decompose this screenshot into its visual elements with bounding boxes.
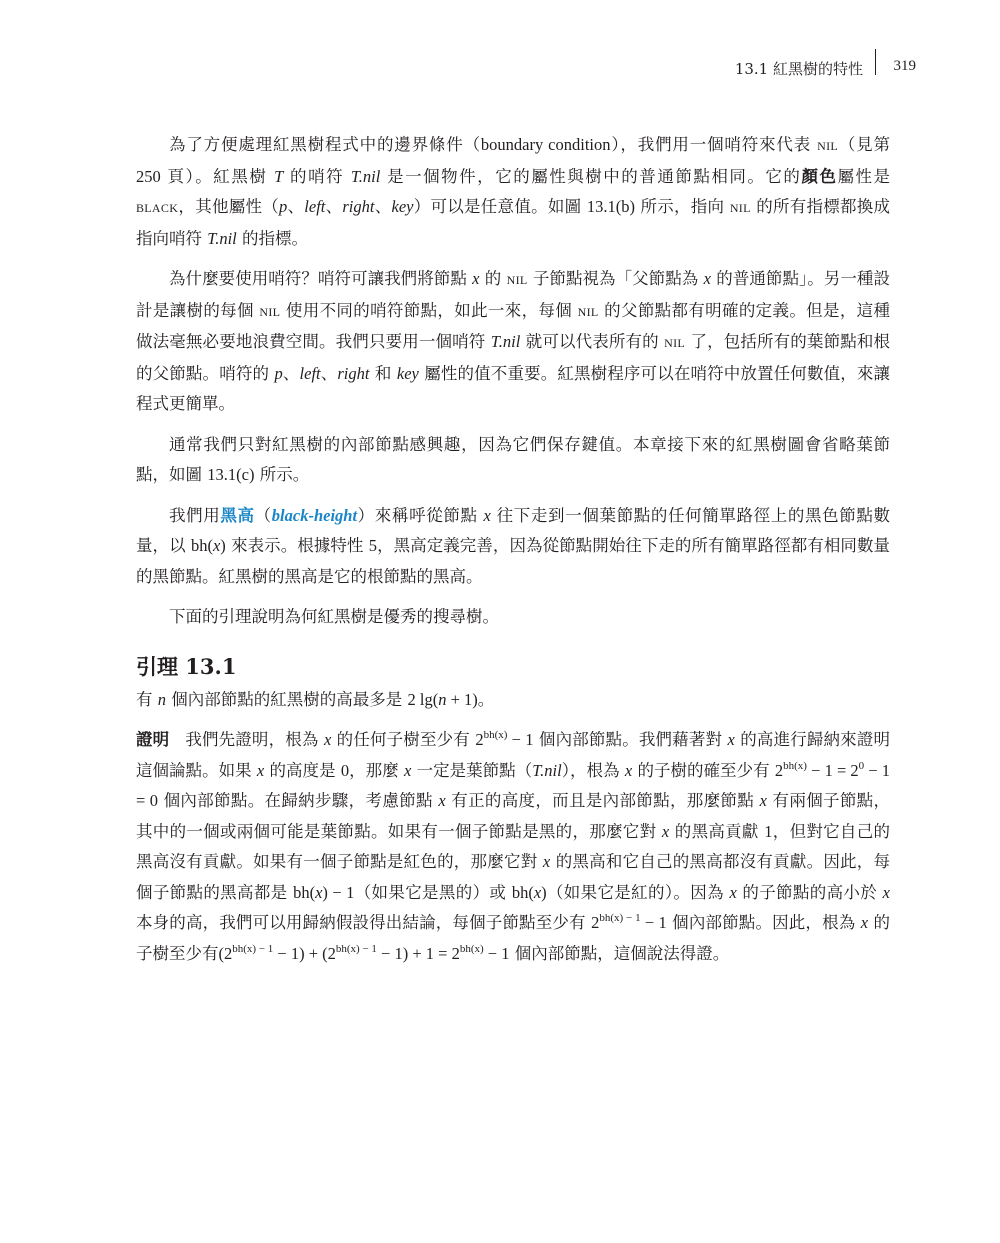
- text-run: （如果它是紅的）。因為: [546, 882, 730, 902]
- text-run: − 1 = 0: [136, 760, 891, 810]
- text-run: x: [533, 882, 542, 902]
- text-run: − 1) + 1 = 2: [376, 943, 460, 963]
- text-run: NIL: [506, 273, 528, 287]
- text-run: − 1: [640, 913, 667, 932]
- text-run: 、: [282, 363, 300, 383]
- text-run: （見第: [838, 135, 890, 154]
- text-run: 1: [764, 821, 773, 841]
- text-run: 、: [320, 363, 338, 383]
- text-run: x: [403, 760, 412, 780]
- text-run: 個內部節點。我們藉著對: [533, 730, 728, 749]
- text-run: 有: [136, 689, 158, 709]
- text-run: BLACK: [136, 201, 179, 215]
- text-run: − 1) + (2: [273, 943, 336, 963]
- text-run: 的任何子樹至少有: [331, 730, 476, 749]
- text-run: bh(x): [783, 759, 807, 772]
- text-run: 。: [477, 689, 495, 709]
- text-run: 通常我們只對紅黑樹的內部節點感興趣，因為它們保存鍵值。本章接下來的紅黑樹圖會省略葉節點，如圖: [136, 434, 890, 484]
- text-run: NIL: [259, 304, 281, 319]
- running-title: 13.1 紅黑樹的特性: [734, 60, 863, 78]
- text-run: 0: [340, 760, 350, 780]
- text-run: ): [541, 882, 547, 902]
- text-run: 的子樹至少有: [136, 913, 891, 963]
- text-run: right: [337, 363, 370, 383]
- term-black-height: 黑高: [220, 505, 255, 525]
- text-run: T.nil: [490, 332, 521, 351]
- text-run: 2: [774, 760, 784, 780]
- text-run: ）來稱呼從節點: [357, 505, 484, 525]
- text-run: key: [396, 363, 419, 383]
- header-divider: [875, 49, 877, 75]
- text-run: 和: [369, 363, 397, 383]
- text-run: ）可以是任意值。如圖: [413, 197, 587, 216]
- text-run: (2: [218, 943, 233, 963]
- text-run: 、: [374, 197, 392, 216]
- text-run: 0: [858, 759, 865, 772]
- text-run: 個內部節點。在歸納步驟，考慮節點: [158, 791, 439, 810]
- text-run: p: [279, 197, 288, 216]
- text-run: 250: [136, 166, 161, 186]
- text-run: x: [703, 269, 711, 288]
- text-run: x: [212, 536, 221, 555]
- text-run: （: [254, 505, 272, 525]
- text-run: 個內部節點的紅黑樹的高最多是: [166, 689, 408, 709]
- text-run: x: [661, 821, 670, 841]
- text-run: 下面的引理說明為何紅黑樹是優秀的搜尋樹。: [169, 607, 499, 626]
- text-run: 本身的高，我們可以用歸納假設得出結論，每個子節點至少有: [136, 913, 592, 932]
- page-body: [136, 130, 890, 979]
- text-run: ，其他屬性（: [178, 197, 279, 216]
- text-run: x: [729, 882, 737, 902]
- text-run: bh(x): [459, 942, 484, 955]
- text-run: 的指標。: [236, 228, 308, 248]
- text-run: 子節點視為「父節點為: [527, 269, 704, 288]
- text-run: p: [274, 363, 283, 383]
- text-run: 所示。: [254, 465, 310, 484]
- text-run: 屬性的值不重要。紅黑樹程序可以在哨符中放置任何數值，來讓程式更簡單。: [136, 363, 890, 413]
- text-run: bh(: [190, 536, 213, 555]
- paragraph-internal-nodes: [136, 430, 890, 491]
- text-run: 2: [475, 730, 484, 749]
- text-run: x: [759, 791, 767, 810]
- text-run: left: [299, 363, 321, 383]
- text-run: ，那麼: [349, 760, 404, 780]
- text-run: 2: [591, 913, 600, 932]
- text-run: − 1: [507, 730, 534, 749]
- text-run: 我們用: [169, 505, 221, 525]
- text-run: 有正的高度，而且是內部節點，那麼節點: [445, 791, 760, 810]
- text-run: 個內部節點，這個說法得證。: [509, 943, 730, 963]
- text-run: 了，包括所有的葉節點和根的父節點。哨符的: [136, 332, 890, 383]
- page-number: 319: [893, 58, 916, 74]
- text-run: bh(x) − 1: [335, 942, 377, 955]
- text-run: 的子樹的確至少有: [632, 760, 775, 780]
- text-run: + 1): [446, 689, 478, 709]
- text-run: x: [323, 730, 332, 749]
- text-run: 屬性是: [837, 166, 890, 186]
- text-run: T.nil: [532, 760, 562, 780]
- text-run: 為什麼要使用哨符？哨符可讓我們將節點: [169, 269, 473, 288]
- text-run: n: [157, 689, 166, 709]
- text-run: x: [256, 760, 265, 780]
- paragraph-lemma-intro: [136, 602, 890, 633]
- text-run: NIL: [577, 304, 599, 319]
- text-run: 5: [368, 536, 378, 555]
- text-run: 的父節點都有明確的定義。但是，這種做法毫無必要地浪費空間。我們只要用一個哨符: [136, 300, 890, 351]
- text-run: 顏色: [801, 166, 838, 186]
- text-run: 、: [287, 197, 305, 216]
- text-run: T.nil: [350, 166, 381, 186]
- text-run: NIL: [817, 139, 839, 153]
- text-run: 有兩個子節點，其中的一個或兩個可能是葉節點。如果有一個子節點是黑的，那麼它對: [136, 791, 890, 841]
- text-run: T.nil: [207, 228, 237, 248]
- text-run: 來表示。根據特性: [225, 536, 369, 555]
- text-run: NIL: [664, 336, 686, 350]
- text-run: x: [483, 505, 491, 525]
- text-run: bh(x) − 1: [599, 912, 641, 924]
- text-run: x: [438, 791, 446, 810]
- text-run: x: [882, 882, 890, 902]
- text-run: 的: [479, 269, 507, 288]
- text-run: ，黑高定義完善，因為從節點開始往下走的所有簡單路徑都有相同數量的黑節點。紅黑樹的黑高是它的根節點的黑高。: [136, 536, 891, 586]
- text-run: bh(x) − 1: [232, 942, 274, 955]
- text-run: left: [304, 197, 326, 216]
- text-run: bh(: [293, 882, 316, 902]
- text-run: 13.1(b): [586, 197, 635, 216]
- text-run: 使用不同的哨符節點，如此一來，每個: [280, 300, 578, 320]
- text-run: 的普通節點」。另一種設計是讓樹的每個: [136, 269, 890, 320]
- text-run: ): [220, 536, 226, 555]
- text-run: 所示，指向: [635, 197, 730, 216]
- text-run: 一定是葉節點（: [411, 760, 533, 780]
- text-run: T: [274, 166, 284, 186]
- text-run: ) − 1: [322, 882, 355, 902]
- text-run: right: [342, 197, 375, 216]
- text-run: − 1 = 2: [806, 760, 859, 780]
- text-run: 2 lg(: [407, 689, 439, 709]
- text-run: x: [624, 760, 633, 780]
- lemma-heading: 引理 13.1: [136, 653, 237, 679]
- text-run: 的所有指標都換成指向哨符: [136, 197, 891, 248]
- text-run: 為了方便處理紅黑樹程式中的邊界條件（: [169, 135, 481, 154]
- paragraph-why-sentinel: [136, 264, 890, 420]
- paragraph-black-height: [136, 501, 890, 593]
- text-run: 我們先證明，根為: [185, 730, 324, 749]
- text-run: 往下走到一個葉節點的任何簡單路徑上的黑色節點數量，以: [136, 505, 891, 555]
- text-run: ），我們用一個哨符來代表: [610, 135, 818, 154]
- term-black-height-en: black-height: [271, 505, 358, 525]
- text-run: NIL: [729, 201, 751, 215]
- lemma-statement: [136, 685, 890, 716]
- text-run: 的黑高和它自己的黑高都沒有貢獻。因此，每個子節點的黑高都是: [136, 852, 891, 902]
- text-run: 的子節點的高小於: [736, 882, 883, 902]
- proof-paragraph: [136, 725, 890, 969]
- text-run: boundary condition: [480, 135, 611, 154]
- text-run: bh(x): [483, 729, 508, 741]
- text-run: ，但對它自己的黑高沒有貢獻。如果有一個子節點是紅色的，那麼它對: [136, 821, 891, 871]
- text-run: ），根為: [561, 760, 625, 780]
- text-run: （如果它是黑的）或: [354, 882, 512, 902]
- text-run: key: [391, 197, 414, 216]
- text-run: 的哨符: [283, 166, 351, 186]
- text-run: 頁）。紅黑樹: [160, 166, 275, 186]
- text-run: x: [542, 852, 551, 871]
- text-run: 13.1(c): [207, 465, 255, 484]
- text-run: 個內部節點。因此，根為: [666, 913, 861, 932]
- proof-label: 證明: [136, 730, 170, 749]
- text-run: 的高進行歸納來證明這個論點。如果: [136, 730, 890, 780]
- text-run: x: [472, 269, 480, 288]
- text-run: x: [860, 913, 869, 932]
- text-run: x: [315, 882, 323, 902]
- text-run: bh(: [511, 882, 534, 902]
- text-run: 就可以代表所有的: [520, 332, 665, 351]
- text-run: 是一個物件，它的屬性與樹中的普通節點相同。它的: [380, 166, 802, 186]
- paragraph-sentinel-intro: [136, 130, 890, 254]
- page-header: [0, 48, 916, 82]
- text-run: x: [727, 730, 735, 749]
- text-run: 的高度是: [264, 760, 341, 780]
- text-run: 、: [325, 197, 343, 216]
- text-run: n: [438, 689, 447, 709]
- text-run: 的黑高貢獻: [669, 821, 765, 841]
- text-run: − 1: [483, 943, 510, 963]
